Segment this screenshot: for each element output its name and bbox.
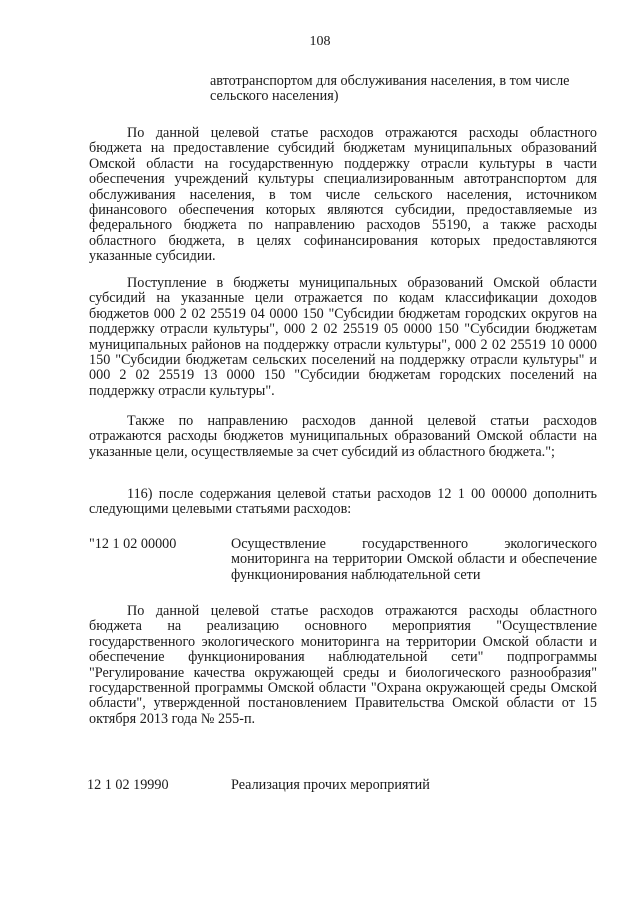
paragraph-expenditure-description: По данной целевой статье расходов отражаются расходы областного бюджета на предоставление субсидий бюджетам муниципальных образований Омской области на государственную поддержку отрасли культуры в части обеспечения учреждений культуры специализированным автотранспортом для обслуживания населения, в том числе сельского населения, источником финансового обеспечения которых являются субсидии, предоставляемые из федерального бюджета по направлению расходов 55190, а также расходы областного бюджета, в целях софинансирования которых предоставляются указанные субсидии. [89,125,597,265]
paragraph-monitoring-description: По данной целевой статье расходов отражаются расходы областного бюджета на реализацию основного мероприятия "Осуществление государственного экологического мониторинга на территории Омской области и обеспечение функционирования наблюдательной сети" подпрограммы "Регулирование качества окружающей среды и биологического разнообразия" государственной программы Омской области "Охрана окружающей среды Омской области", утвержденной постановлением Правительства Омской области от 15 октября 2013 года № 255-п. [89,603,597,727]
paragraph-municipal-expenditures: Также по направлению расходов данной целевой статьи расходов отражаются расходы бюджетов муниципальных образований Омской области на указанные цели, осуществляемые за счет субсидий из областного бюджета."; [89,413,597,460]
target-article-code: "12 1 02 00000 [89,536,177,552]
target-article-description: Реализация прочих мероприятий [231,777,430,793]
target-article-code: 12 1 02 19990 [87,777,169,793]
target-article-description: Осуществление государственного экологического мониторинга на территории Омской области и обеспечение функционирования наблюдательной сети [231,536,597,583]
continued-code-description: автотранспортом для обслуживания населения, в том числе сельского населения) [210,73,570,105]
paragraph-income-codes: Поступление в бюджеты муниципальных образований Омской области субсидий на указанные цели отражается по кодам классификации доходов бюджетов 000 2 02 25519 04 0000 150 "Субсидии бюджетам городских округов на поддержку отрасли культуры", 000 2 02 25519 05 0000 150 "Субсидии бюджетам муниципальных районов на поддержку отрасли культуры", 000 2 02 25519 10 0000 150 "Субсидии бюджетам сельских поселений на поддержку отрасли культуры" и 000 2 02 25519 13 0000 150 "Субсидии бюджетам городских поселений на поддержку отрасли культуры". [89,275,597,399]
page-number: 108 [309,34,331,49]
paragraph-amendment-116: 116) после содержания целевой статьи расходов 12 1 00 00000 дополнить следующими целевыми статьями расходов: [89,486,597,518]
